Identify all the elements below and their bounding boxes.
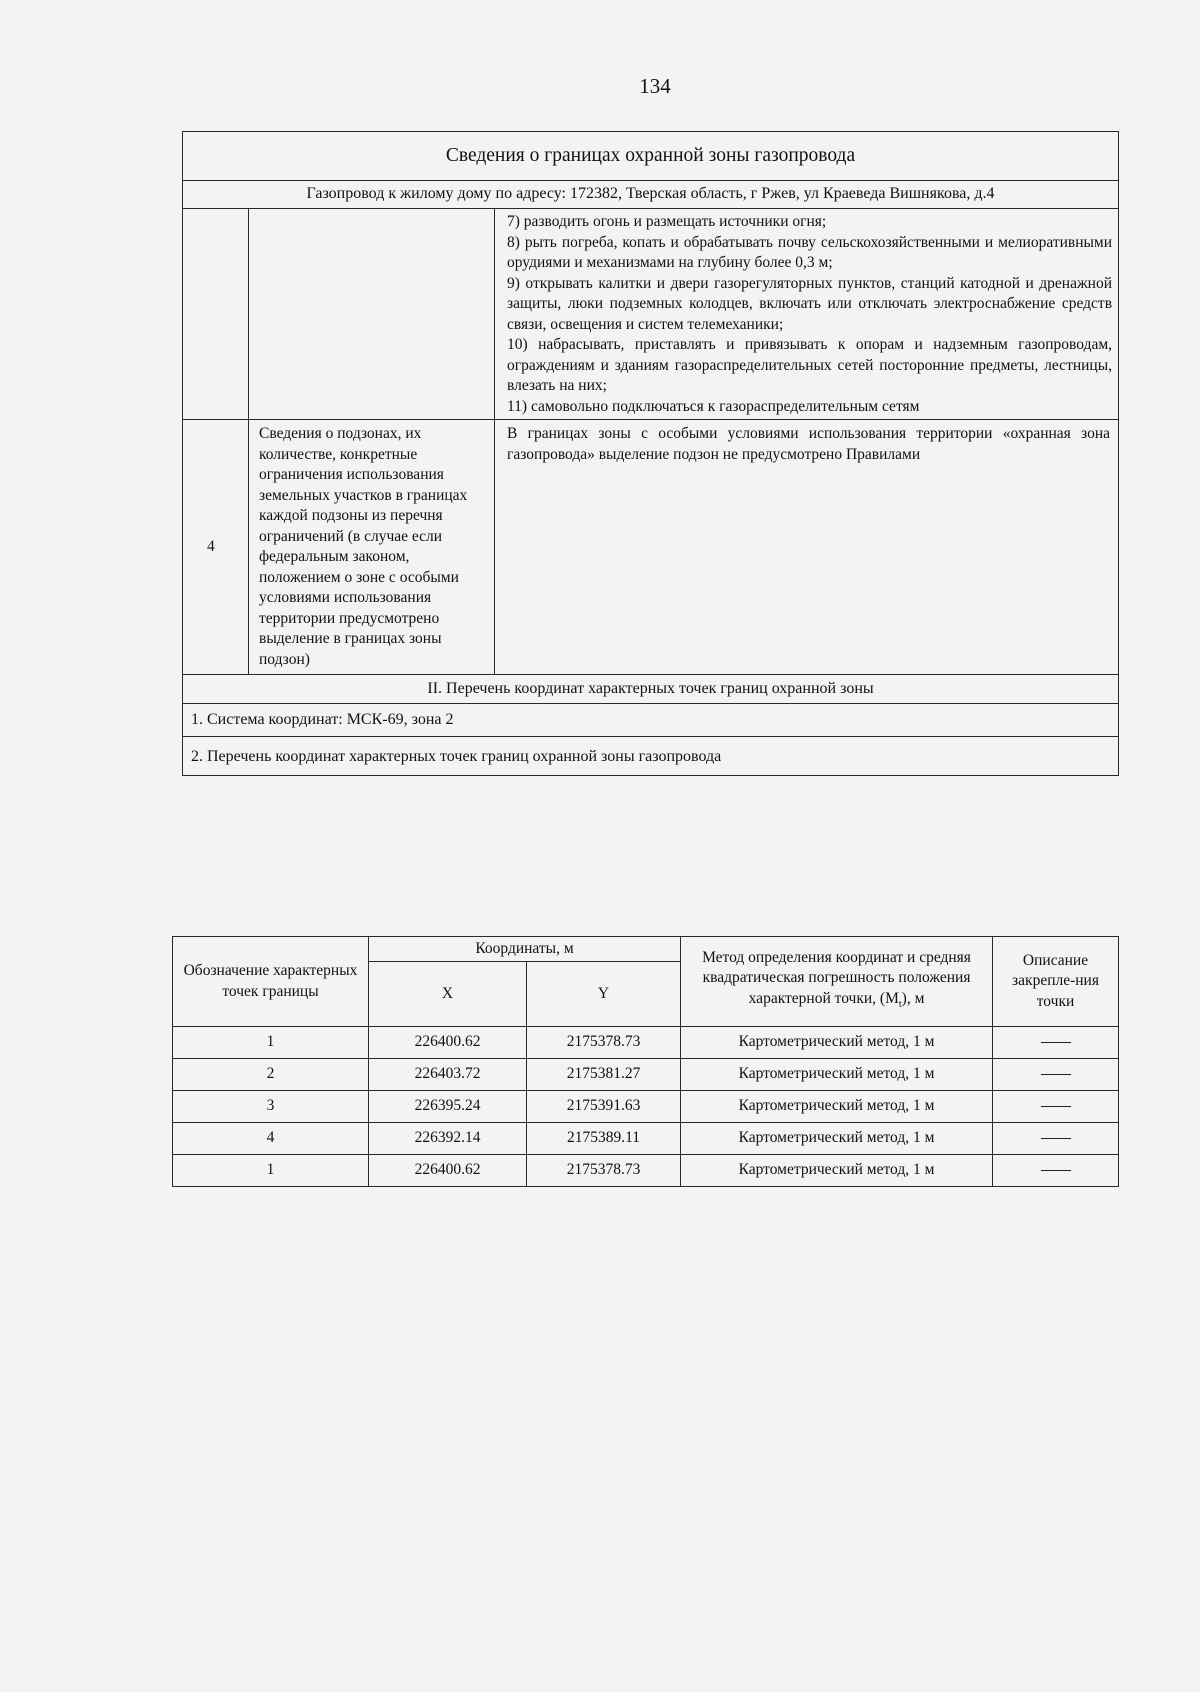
cell-y: 2175391.63: [527, 1091, 681, 1123]
cell-description: [993, 1027, 1119, 1059]
cell-x: 226400.62: [369, 1155, 527, 1187]
table-row: [173, 1123, 1119, 1155]
dash-mark: [1041, 1074, 1071, 1075]
cell-point: 2: [173, 1059, 369, 1091]
table-row: [173, 1027, 1119, 1059]
header-description: Описание закрепле-ния точки: [993, 937, 1119, 1027]
table-row: [173, 1091, 1119, 1123]
table-row: [173, 1155, 1119, 1187]
restriction-item: 10) набрасывать, приставлять и привязывать к опорам и надземным газопроводам, ограждениям и зданиям газораспределительных сетей посторонние предметы, лестницы, влезать на них;: [507, 336, 1113, 394]
cell-y: 2175378.73: [527, 1027, 681, 1059]
cell-point: 4: [173, 1123, 369, 1155]
table-row: [173, 1059, 1119, 1091]
subzone-label: Сведения о подзонах, их количестве, конкретные ограничения использования земельных участков в границах каждой подзоны из перечня ограничений (в случае если федеральным законом, положением о зоне с особыми условиями использования территории предусмотрено выделение в границах зоны подзон): [249, 420, 495, 675]
cell-y: 2175378.73: [527, 1155, 681, 1187]
cell-y: 2175389.11: [527, 1123, 681, 1155]
header-method: Метод определения координат и средняя квадратическая погрешность положения характерной точки, $(M_t)$, м: [681, 937, 993, 1027]
dash-mark: [1041, 1138, 1071, 1139]
page-number: 134: [639, 74, 671, 98]
empty-label-cell: [249, 209, 495, 420]
section-title: II. Перечень координат характерных точек границ охранной зоны: [183, 675, 1119, 704]
row-number: 4: [183, 420, 249, 675]
header-point: Обозначение характерных точек границы: [173, 937, 369, 1027]
cell-method: Картометрический метод, 1 м: [681, 1059, 993, 1091]
dash-mark: [1041, 1106, 1071, 1107]
coordinates-table: [172, 936, 1119, 1187]
cell-method: Картометрический метод, 1 м: [681, 1155, 993, 1187]
cell-method: Картометрический метод, 1 м: [681, 1123, 993, 1155]
cell-x: 226403.72: [369, 1059, 527, 1091]
coordinate-system: 1. Система координат: МСК-69, зона 2: [183, 704, 1119, 737]
restrictions-list: [495, 209, 1119, 420]
cell-point: 1: [173, 1155, 369, 1187]
cell-point: 3: [173, 1091, 369, 1123]
restriction-item: 11) самовольно подключаться к газораспределительным сетям: [507, 397, 920, 415]
cell-method: Картометрический метод, 1 м: [681, 1027, 993, 1059]
zone-info-table: [182, 131, 1119, 776]
header-coordinates: Координаты, м: [369, 937, 681, 962]
cell-description: [993, 1155, 1119, 1187]
cell-point: 1: [173, 1027, 369, 1059]
cell-x: 226392.14: [369, 1123, 527, 1155]
cell-description: [993, 1059, 1119, 1091]
cell-method: Картометрический метод, 1 м: [681, 1091, 993, 1123]
empty-number-cell: [183, 209, 249, 420]
dash-mark: [1041, 1170, 1071, 1171]
coordinate-list-title: 2. Перечень координат характерных точек границ охранной зоны газопровода: [183, 737, 1119, 776]
subzone-value: В границах зоны с особыми условиями использования территории «охранная зона газопровода» выделение подзон не предусмотрено Правилами: [495, 420, 1119, 675]
restriction-item: 7) разводить огонь и размещать источники огня;: [507, 213, 827, 230]
cell-x: 226395.24: [369, 1091, 527, 1123]
dash-mark: [1041, 1042, 1071, 1043]
cell-description: [993, 1091, 1119, 1123]
restriction-item: 8) рыть погреба, копать и обрабатывать почву сельскохозяйственными и мелиоративными орудиями и механизмами на глубину более 0,3 м;: [507, 233, 1113, 271]
document-title: Сведения о границах охранной зоны газопровода: [183, 132, 1119, 181]
object-address: Газопровод к жилому дому по адресу: 172382, Тверская область, г Ржев, ул Краеведа Вишнякова, д.4: [183, 181, 1119, 209]
cell-x: 226400.62: [369, 1027, 527, 1059]
header-y: Y: [527, 962, 681, 1027]
header-x: X: [369, 962, 527, 1027]
cell-y: 2175381.27: [527, 1059, 681, 1091]
cell-description: [993, 1123, 1119, 1155]
restriction-item: 9) открывать калитки и двери газорегуляторных пунктов, станций катодной и дренажной защиты, люки подземных колодцев, включать или отключать электроснабжение средств связи, освещения и систем телемеханики;: [507, 274, 1113, 333]
